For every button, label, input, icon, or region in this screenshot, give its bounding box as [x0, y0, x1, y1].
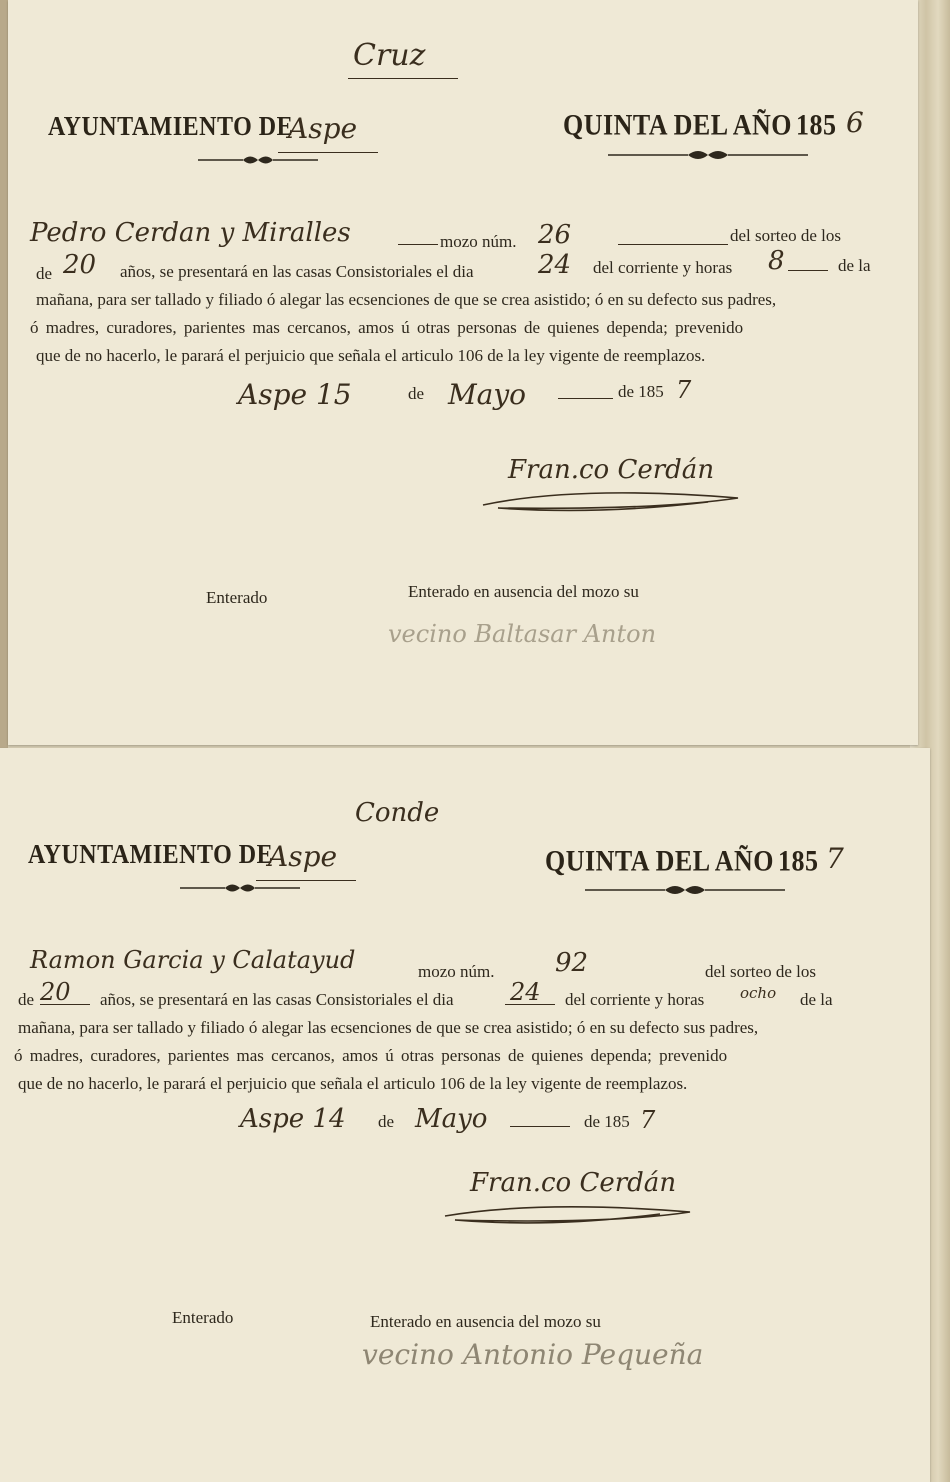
- mozo-label: mozo núm.: [418, 962, 495, 981]
- header-ornament-left: [198, 150, 318, 170]
- header-year-hand: 7: [826, 842, 844, 875]
- de-la-text: de la: [838, 256, 871, 275]
- body-line-3: mañana, para ser tallado y filiado ó alegar las ecsenciones de que se crea asistido; ó en su defecto sus padres,: [36, 290, 777, 309]
- age: 20: [63, 250, 97, 280]
- body-line-5: que de no hacerlo, le parará el perjuicio que señala el articulo 106 de la ley vigente de reemplazos.: [18, 1074, 688, 1093]
- mozo-number: 92: [555, 948, 589, 978]
- enterado-ausencia: Enterado en ausencia del mozo su: [370, 1312, 601, 1331]
- de-label: de: [36, 264, 53, 283]
- line2-text: años, se presentará en las casas Consistoriales el dia: [120, 262, 474, 281]
- mozo-label: mozo núm.: [440, 232, 517, 251]
- day: 24: [538, 250, 572, 280]
- mozo-number: 26: [538, 220, 572, 250]
- conscript-name: Pedro Cerdan y Miralles: [30, 218, 351, 248]
- header-year-print: 185: [796, 108, 837, 142]
- header-year-print: 185: [778, 844, 819, 878]
- record-sheet-2: [0, 748, 930, 1482]
- body-line-4: ó madres, curadores, parientes mas cercanos, amos ú otras personas de quienes dependa; prevenido: [30, 318, 744, 337]
- town-name: Aspe: [268, 840, 338, 873]
- de-label: de: [18, 990, 35, 1009]
- line2-text: años, se presentará en las casas Consistoriales el dia: [100, 990, 454, 1009]
- header-quinta: QUINTA DEL AÑO: [545, 844, 775, 878]
- record-sheet-1: [8, 0, 918, 745]
- neighbor-signature: vecino Baltasar Anton: [388, 620, 657, 648]
- surname-note: Conde: [355, 798, 440, 828]
- date-month: Mayo: [415, 1104, 488, 1134]
- de-la-text: de la: [800, 990, 833, 1009]
- town-name: Aspe: [288, 112, 358, 145]
- signature: Fran.co Cerdán: [508, 455, 715, 485]
- age: 20: [40, 978, 71, 1006]
- sorteo-text: del sorteo de los: [705, 962, 816, 981]
- date-de: de: [378, 1112, 395, 1131]
- signature: Fran.co Cerdán: [470, 1168, 677, 1198]
- enterado-ausencia: Enterado en ausencia del mozo su: [408, 582, 639, 601]
- signature-flourish: [478, 480, 748, 520]
- body-line-3: mañana, para ser tallado y filiado ó alegar las ecsenciones de que se crea asistido; ó en su defecto sus padres,: [18, 1018, 759, 1037]
- date-place: Aspe 14: [240, 1104, 346, 1134]
- day-rule: [505, 1004, 555, 1005]
- date-place: Aspe 15: [238, 378, 352, 411]
- day: 24: [510, 978, 541, 1006]
- header-year-hand: 6: [846, 106, 864, 139]
- date-year-print: de 185: [584, 1112, 630, 1131]
- surname-note: Cruz: [353, 38, 426, 73]
- corriente-text: del corriente y horas: [593, 258, 733, 277]
- neighbor-signature: vecino Antonio Pequeña: [362, 1338, 704, 1371]
- mozo-rule: [618, 244, 728, 245]
- name-rule: [398, 244, 438, 245]
- corriente-text: del corriente y horas: [565, 990, 705, 1009]
- header-ayuntamiento: AYUNTAMIENTO DE: [48, 112, 294, 142]
- header-ornament-right: [585, 880, 785, 900]
- date-year-hand: 7: [640, 1106, 656, 1134]
- hour-rule: [788, 270, 828, 271]
- header-quinta: QUINTA DEL AÑO: [563, 108, 793, 142]
- body-line-5: que de no hacerlo, le parará el perjuicio que señala el articulo 106 de la ley vigente de reemplazos.: [36, 346, 706, 365]
- hour: ocho: [740, 984, 777, 1002]
- date-year-print: de 185: [618, 382, 664, 401]
- age-rule: [40, 1004, 90, 1005]
- conscript-name: Ramon Garcia y Calatayud: [30, 946, 356, 974]
- date-de: de: [408, 384, 425, 403]
- header-ornament-left: [180, 878, 300, 898]
- surname-underline: [348, 78, 458, 79]
- header-ayuntamiento: AYUNTAMIENTO DE: [28, 840, 274, 870]
- date-rule: [558, 398, 613, 399]
- enterado-label: Enterado: [172, 1308, 234, 1327]
- date-year-hand: 7: [676, 376, 692, 404]
- signature-flourish: [440, 1194, 700, 1234]
- header-ornament-right: [608, 145, 808, 165]
- date-rule: [510, 1126, 570, 1127]
- hour: 8: [768, 246, 785, 276]
- date-month: Mayo: [448, 378, 527, 411]
- sorteo-text: del sorteo de los: [730, 226, 841, 245]
- body-line-4: ó madres, curadores, parientes mas cercanos, amos ú otras personas de quienes dependa; prevenido: [14, 1046, 728, 1065]
- enterado-label: Enterado: [206, 588, 268, 607]
